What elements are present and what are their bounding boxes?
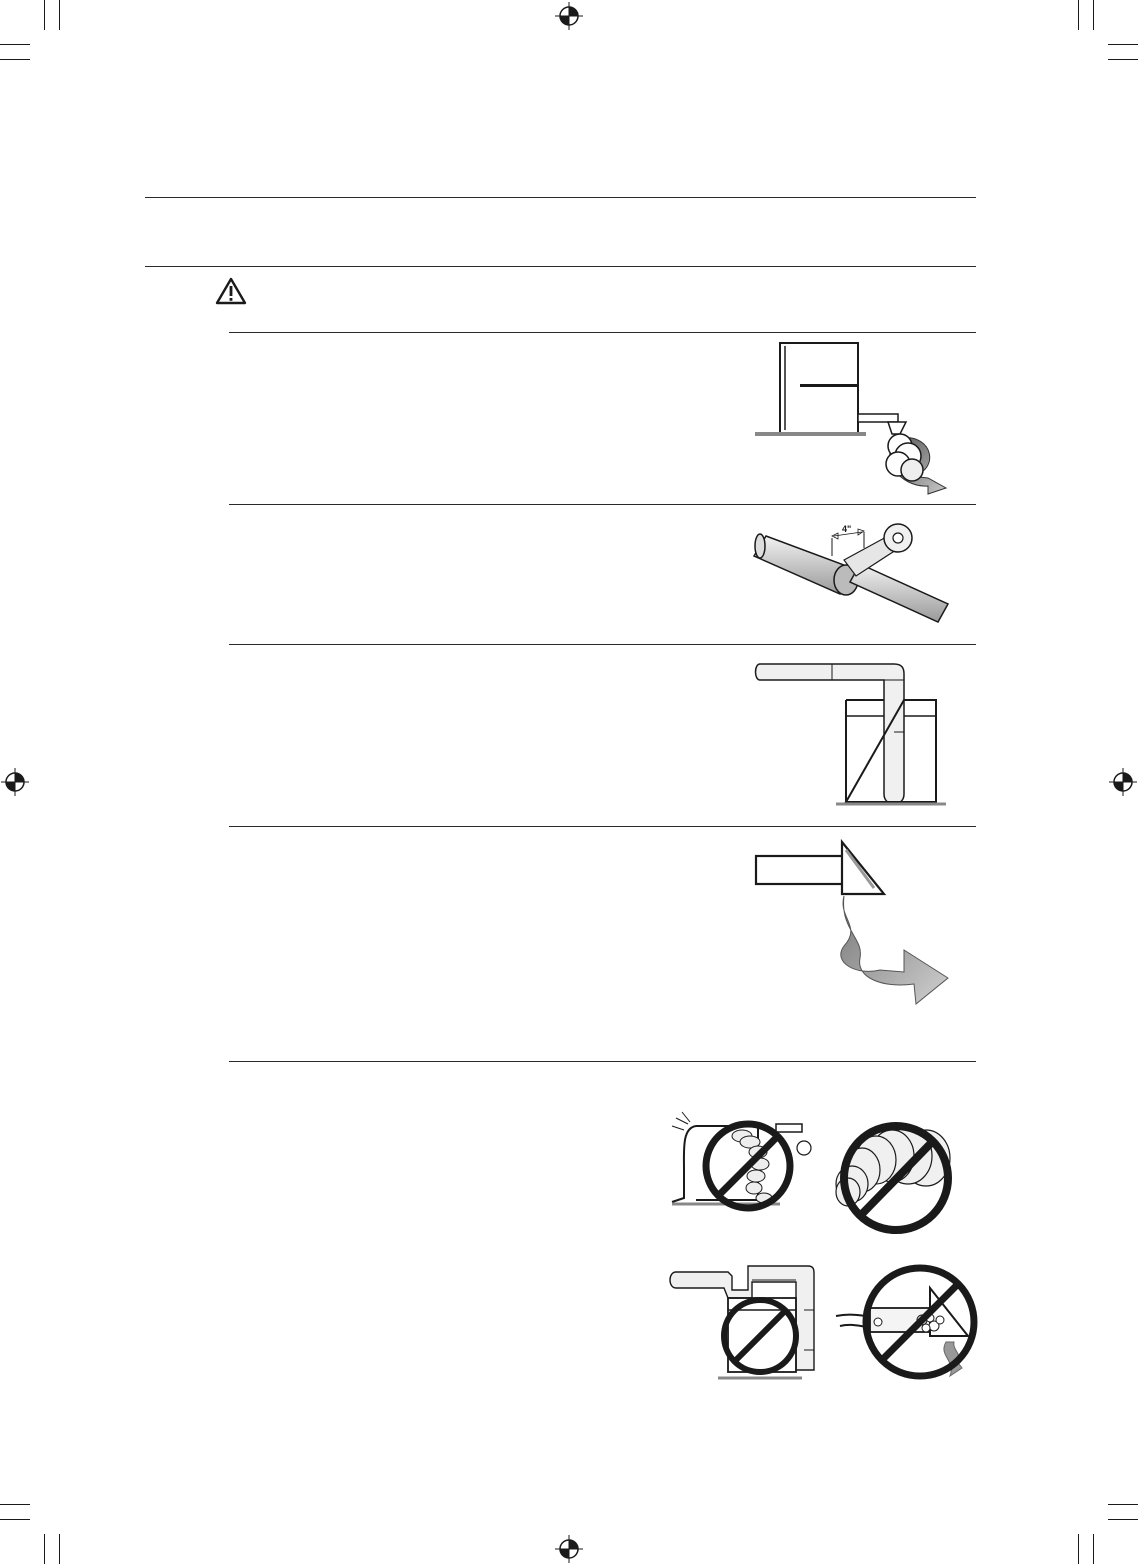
duct-overlap-dimension-label: 4" [842, 524, 852, 534]
crop-mark [0, 59, 30, 60]
item-rule [229, 504, 976, 505]
crushed-flex-duct-prohibited-illustration [668, 1110, 818, 1212]
crop-mark [1108, 59, 1138, 60]
crop-mark [59, 0, 60, 30]
crop-mark [1093, 0, 1094, 30]
crop-mark [0, 44, 30, 45]
crop-mark [1108, 1519, 1138, 1520]
crop-mark [44, 0, 45, 30]
registration-target-icon [1, 768, 29, 796]
section-header-bottom-rule [145, 266, 976, 267]
crop-mark [0, 1504, 30, 1505]
registration-target-icon [555, 2, 583, 30]
clogged-vent-hood-prohibited-illustration [826, 1260, 982, 1384]
crop-mark [44, 1534, 45, 1564]
crop-mark [1078, 1534, 1079, 1564]
exterior-vent-hood-illustration [752, 838, 950, 1006]
item-rule [229, 644, 976, 645]
duct-tape-joint-illustration [748, 516, 952, 628]
crop-mark [1108, 44, 1138, 45]
item-rule [229, 1061, 976, 1062]
coiled-flex-duct-prohibited-illustration [830, 1110, 958, 1240]
dryer-exhaust-illustration [750, 338, 950, 498]
vertical-duct-illustration [752, 660, 948, 810]
crop-mark [0, 1519, 30, 1520]
registration-target-icon [1109, 768, 1137, 796]
warning-triangle-icon [215, 277, 247, 305]
registration-target-icon [555, 1535, 583, 1563]
item-rule [229, 332, 976, 333]
duct-over-dryer-prohibited-illustration [668, 1260, 820, 1384]
item-rule [229, 826, 976, 827]
section-header-top-rule [145, 197, 976, 198]
crop-mark [1093, 1534, 1094, 1564]
crop-mark [1108, 1504, 1138, 1505]
crop-mark [1078, 0, 1079, 30]
crop-mark [59, 1534, 60, 1564]
